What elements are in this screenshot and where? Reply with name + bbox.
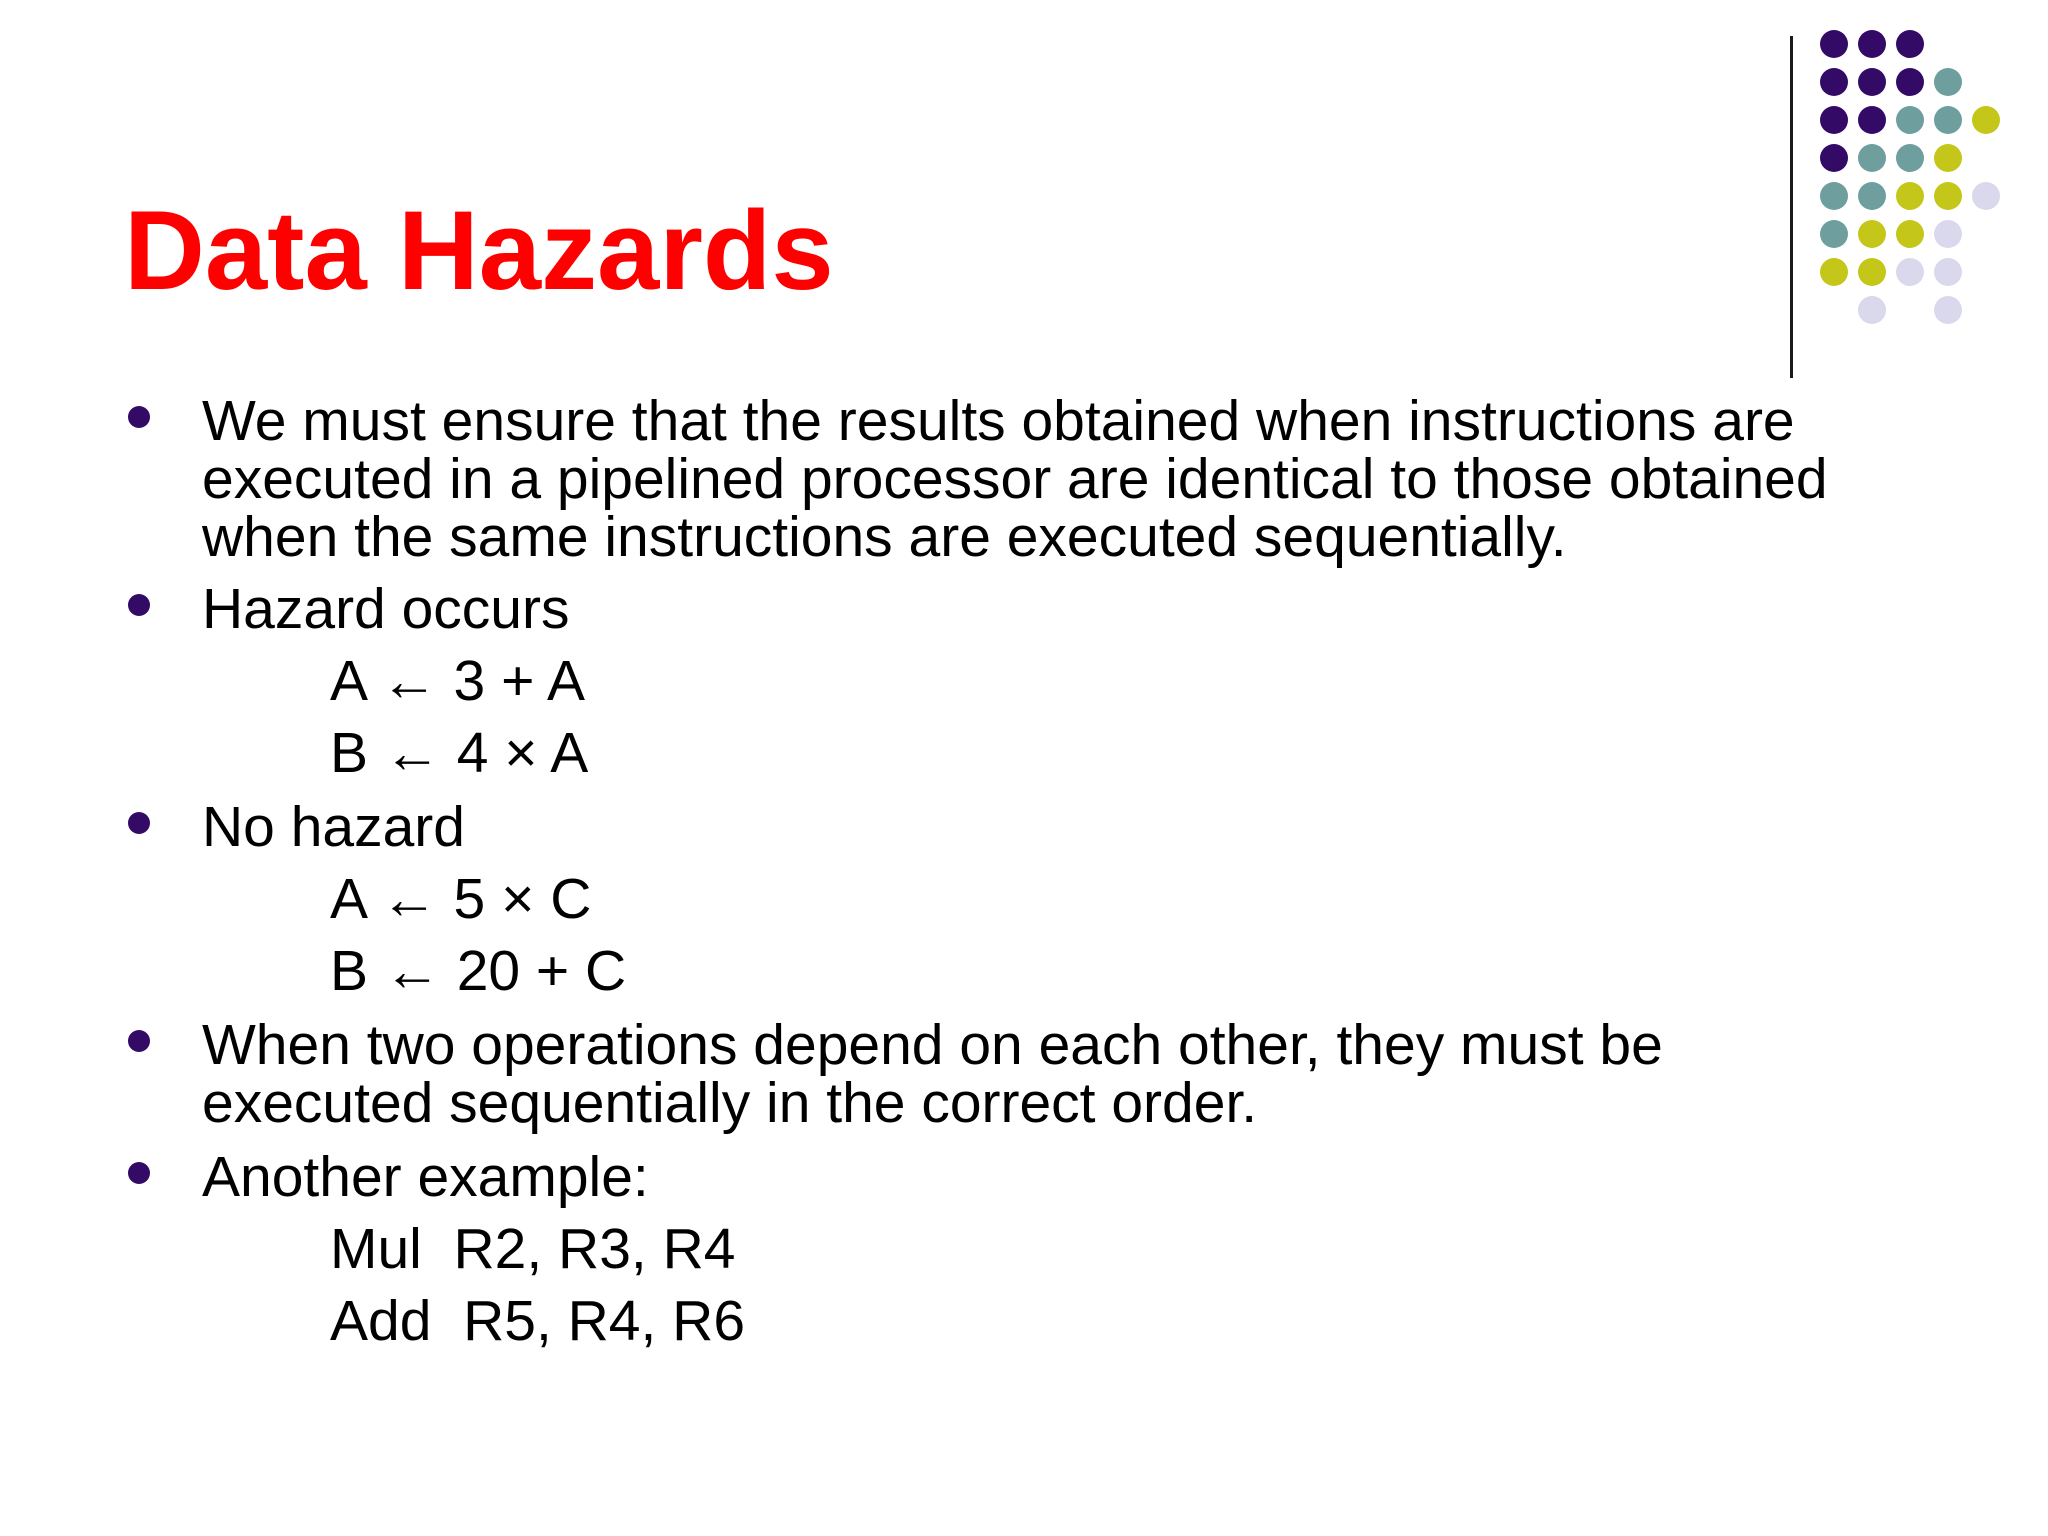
bullet-text-line: When two operations depend on each other, they must be bbox=[202, 1013, 1663, 1077]
bullet-marker bbox=[128, 812, 150, 834]
code-line: A ← 3 + A bbox=[330, 649, 586, 713]
code-line: B ← 4 × A bbox=[330, 721, 589, 785]
bullet-marker bbox=[128, 594, 150, 616]
bullet-text-line: executed in a pipelined processor are identical to those obtained bbox=[202, 447, 1828, 511]
bullet-text-line: Hazard occurs bbox=[202, 577, 570, 641]
bullet-marker bbox=[128, 406, 150, 428]
bullet-text-line: We must ensure that the results obtained when instructions are bbox=[202, 389, 1795, 453]
bullet-marker bbox=[128, 1030, 150, 1052]
bullet-text-line: executed sequentially in the correct order. bbox=[202, 1071, 1258, 1135]
code-line: Mul R2, R3, R4 bbox=[330, 1217, 736, 1281]
code-line: B ← 20 + C bbox=[330, 939, 627, 1003]
code-line: A ← 5 × C bbox=[330, 867, 592, 931]
slide-title: Data Hazards bbox=[124, 188, 834, 313]
code-line: Add R5, R4, R6 bbox=[330, 1289, 746, 1353]
bullet-text-line: No hazard bbox=[202, 795, 465, 859]
bullet-marker bbox=[128, 1162, 150, 1184]
bullet-text-line: when the same instructions are executed sequentially. bbox=[202, 505, 1567, 569]
bullet-text-line: Another example: bbox=[202, 1145, 649, 1209]
